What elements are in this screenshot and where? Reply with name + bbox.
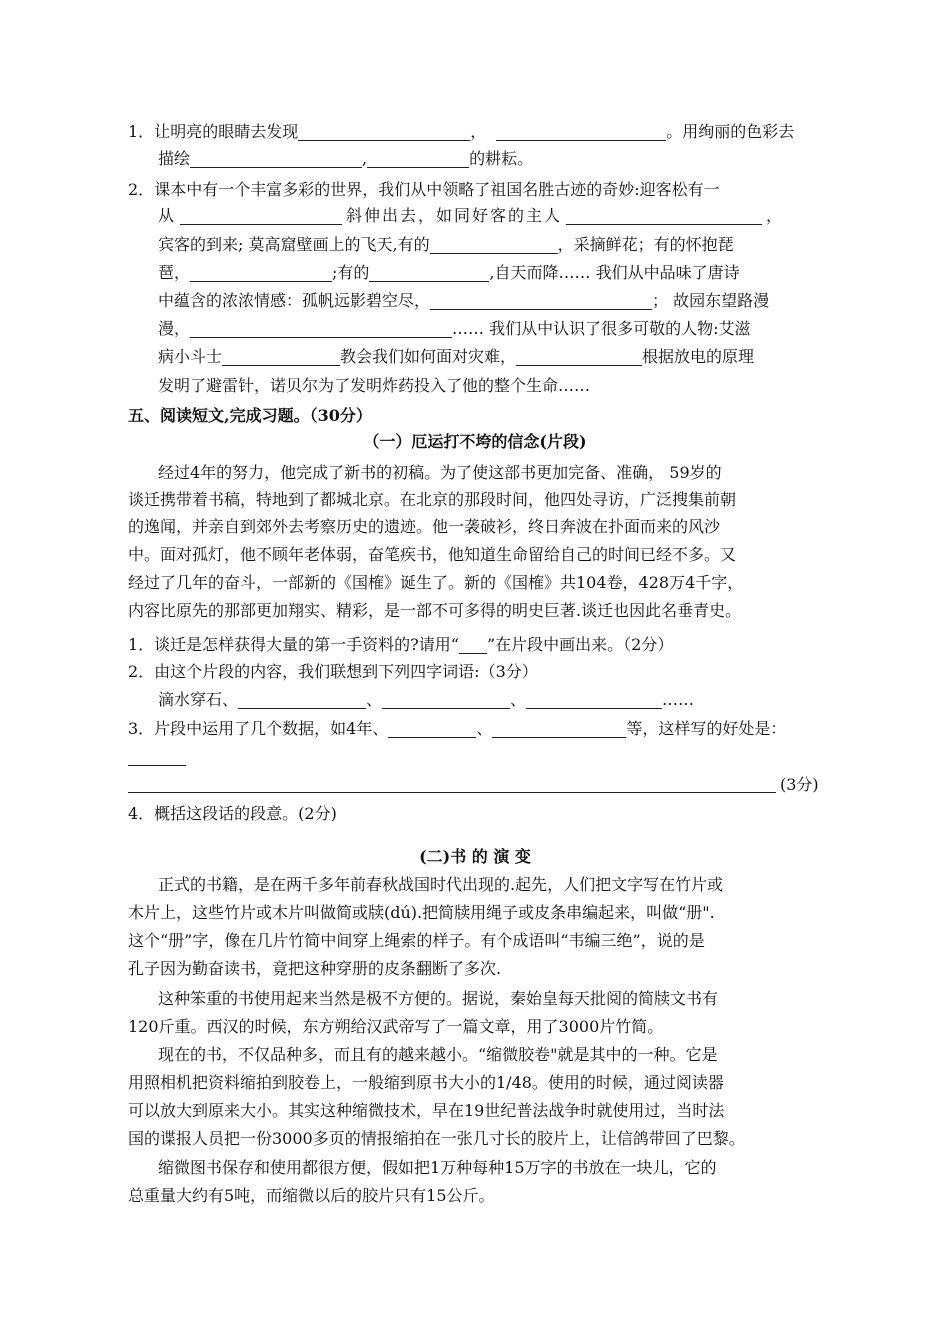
- p1-question-2-answers: 滴水穿石、 、 、 ……: [158, 690, 695, 709]
- q4-2-line6: 漫， …… 我们从中认识了很多可敬的人物:艾滋: [158, 319, 751, 338]
- passage1-title: （一）厄运打不垮的信念(片段): [363, 432, 587, 451]
- passage2-line: 这种笨重的书使用起来当然是极不方便的。据说，秦始皇每天批阅的简牍文书有: [158, 989, 719, 1008]
- q4-2-line3: 宾客的到来; 莫高窟壁画上的飞天,有的 ，采摘鲜花；有的怀抱琵: [158, 235, 734, 254]
- passage1-line: 谈迁携带着书稿，特地到了都城北京。在北京的那段时间，他四处寻访，广泛搜集前朝: [128, 490, 737, 509]
- blank[interactable]: [430, 293, 652, 310]
- q4-2-line2: 从 斜伸出去，如同好客的主人 ，: [158, 206, 785, 225]
- passage1-line: 经过了几年的奋斗，一部新的《国榷》诞生了。新的《国榷》共104卷，428万4千字，: [128, 573, 744, 592]
- p1-question-2: 2．由这个片段的内容，我们联想到下列四字词语:（3分）: [128, 662, 538, 681]
- passage2-line: 现在的书，不仅品种多，而且有的越来越小。“缩微胶卷"就是其中的一种。它是: [158, 1045, 718, 1064]
- blank[interactable]: [190, 265, 332, 282]
- q4-1-line1: 1．让明亮的眼睛去发现 ， 。用绚丽的色彩去: [128, 122, 795, 141]
- blank[interactable]: [180, 208, 342, 225]
- passage1-line: 内容比原先的那部更加翔实、精彩，是一部不可多得的明史巨著.谈迁也因此名垂青史。: [128, 601, 742, 620]
- blank[interactable]: [369, 265, 489, 282]
- blank[interactable]: [238, 692, 366, 709]
- q4-2-line8: 发明了避雷针，诺贝尔为了发明炸药投入了他的整个生命……: [158, 376, 591, 395]
- blank[interactable]: [222, 349, 340, 366]
- p1-question-4: 4．概括这段话的段意。(2分): [128, 804, 337, 823]
- q4-2-line1: 2．课本中有一个丰富多彩的世界，我们从中领略了祖国名胜古迹的奇妙:迎客松有一: [128, 180, 720, 199]
- q4-1-line2: 描绘 , 的耕耘。: [158, 149, 534, 168]
- blank[interactable]: [516, 349, 642, 366]
- blank[interactable]: [566, 208, 762, 225]
- blank[interactable]: [388, 721, 476, 738]
- blank[interactable]: [382, 692, 510, 709]
- question-number: 1．: [128, 122, 155, 141]
- passage2-line: 120斤重。西汉的时候，东方朔给汉武帝写了一篇文章，用了3000片竹简。: [128, 1017, 664, 1036]
- blank[interactable]: [430, 237, 558, 254]
- passage2-line: 用照相机把资料缩拍到胶卷上，一般缩到原书大小的1/48。使用的时候，通过阅读器: [128, 1073, 724, 1092]
- p1-question-1: 1．谈迁是怎样获得大量的第一手资料的?请用“ ”在片段中画出来。（2分）: [128, 635, 674, 654]
- passage1-line: 经过4年的努力，他完成了新书的初稿。为了使这部书更加完备、准确， 59岁的: [158, 463, 722, 482]
- underline-sample: [459, 637, 487, 654]
- p1-question-3-score: (3分): [780, 775, 819, 794]
- passage1-line: 的逸闻，并亲自到郊外去考察历史的遗迹。他一袭破衫，终日奔波在扑面而来的风沙: [128, 517, 721, 536]
- blank[interactable]: [190, 151, 362, 168]
- blank[interactable]: [298, 124, 470, 141]
- q4-2-line7: 病小斗士 教会我们如何面对灾难， 根据放电的原理: [158, 347, 755, 366]
- passage2-title: (二)书 的 演 变: [419, 847, 531, 866]
- passage2-line: 国的谍报人员把一份3000多页的情报缩拍在一张几寸长的胶片上，让信鸽带回了巴黎。: [128, 1129, 745, 1148]
- blank[interactable]: [496, 124, 666, 141]
- passage2-line: 这个“册”字，像在几片竹简中间穿上绳索的样子。有个成语叫“韦编三绝”，说的是: [128, 931, 705, 950]
- answer-line[interactable]: [128, 765, 186, 766]
- blank[interactable]: [367, 151, 469, 168]
- section5-heading: 五、阅读短文,完成习题。（30分）: [128, 406, 372, 425]
- answer-line[interactable]: [128, 792, 776, 793]
- passage2-line: 总重量大约有5吨，而缩微以后的胶片只有15公斤。: [128, 1186, 495, 1205]
- p1-question-3: 3．片段中运用了几个数据，如4年、 、 等，这样写的好处是：: [128, 719, 787, 738]
- blank[interactable]: [526, 692, 662, 709]
- passage2-line: 正式的书籍，是在两千多年前春秋战国时代出现的.起先，人们把文字写在竹片或: [158, 875, 724, 894]
- passage2-line: 孔子因为勤奋读书，竟把这种穿册的皮条翻断了多次.: [128, 959, 502, 978]
- passage2-line: 木片上，这些竹片或木片叫做简或牍(dú).把简牍用绳子或皮条串编起来，叫做“册".: [128, 903, 715, 922]
- passage1-line: 中。面对孤灯，他不顾年老体弱，奋笔疾书，他知道生命留给自己的时间已经不多。又: [128, 545, 737, 564]
- blank[interactable]: [492, 721, 626, 738]
- q4-2-line5: 中蕴含的浓浓情感：孤帆远影碧空尽， ； 故园东望路漫: [158, 291, 770, 310]
- passage2-line: 可以放大到原来大小。其实这种缩微技术，早在19世纪普法战争时就使用过，当时法: [128, 1101, 725, 1120]
- passage2-line: 缩微图书保存和使用都很方便，假如把1万种每种15万字的书放在一块儿，它的: [158, 1158, 717, 1177]
- blank[interactable]: [190, 321, 452, 338]
- q4-2-line4: 琶， ;有的 ,自天而降…… 我们从中品味了唐诗: [158, 263, 740, 282]
